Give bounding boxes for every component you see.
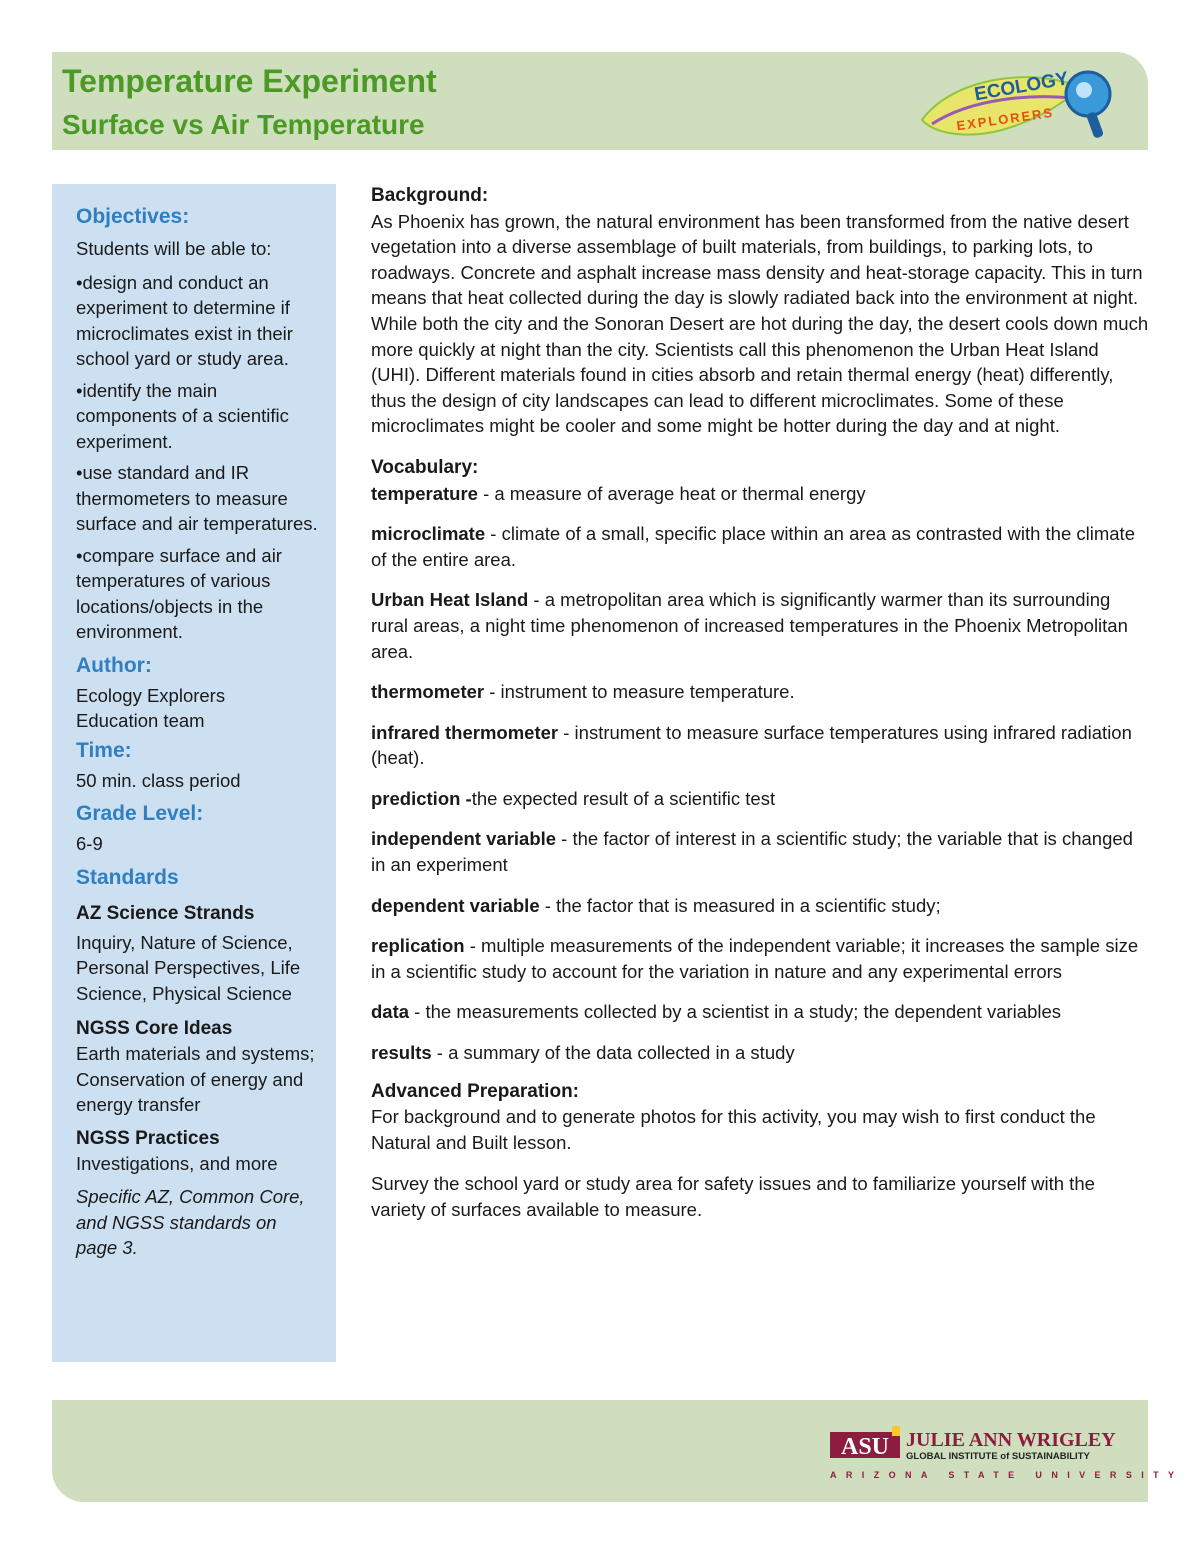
objective-item: •compare surface and air temperatures of various locations/objects in the environment. xyxy=(76,544,282,642)
vocab-item xyxy=(371,893,1151,919)
vocab-term: Urban Heat Island xyxy=(371,589,529,611)
time-text: 50 min. class period xyxy=(76,769,241,791)
footer-banner xyxy=(52,1400,1184,1502)
background-text: As Phoenix has grown, the natural environment has been transformed from the native desert vegetation into a diverse assemblage of built materials, from buildings, to parking lots, to roadways. Concrete and asphalt increase mass density and heat-storage capacity. This in turn means that heat collected during the day is slowly radiated back into the environment at night. While both the city and the Sonoran Desert are hot during the day, the desert cools down much more quickly at night than the city. Scientists call this phenomenon the Urban Heat Island (UHI). Different materials found in cities absorb and retain thermal energy (heat) differently, thus the design of city landscapes can lead to different microclimates. Some of these microclimates might be cooler and some might be hotter during the day and at night. xyxy=(371,210,1149,437)
ecology-explorers-logo xyxy=(912,58,1122,144)
grade-heading: Grade Level: xyxy=(76,802,204,825)
time-heading: Time: xyxy=(76,738,132,762)
vocab-definition: - instrument to measure surface temperatures using infrared radiation (heat). xyxy=(371,721,1132,769)
vocab-definition: - a measure of average heat or thermal energy xyxy=(477,482,866,504)
vocab-definition: - a summary of the data collected in a study xyxy=(431,1042,795,1064)
vocab-term: infrared thermometer xyxy=(371,721,559,743)
vocab-item xyxy=(371,1040,1151,1066)
az-strands-text: Inquiry, Nature of Science, Personal Perspectives, Life Science, Physical Science xyxy=(76,931,301,1004)
vocab-term: dependent variable xyxy=(371,894,540,916)
vocab-item xyxy=(371,999,1151,1025)
vocab-term: replication xyxy=(371,935,465,957)
vocab-definition: - instrument to measure temperature. xyxy=(484,681,795,703)
vocab-term: prediction - xyxy=(371,787,472,809)
objective-item: •identify the main components of a scientific experiment. xyxy=(76,379,289,452)
vocab-term: independent variable xyxy=(371,828,557,850)
background-heading: Background: xyxy=(371,185,489,206)
standards-heading: Standards xyxy=(76,865,179,889)
objective-item: •use standard and IR thermometers to measure surface and air temperatures. xyxy=(76,462,318,534)
standards-note: Specific AZ, Common Core, and NGSS standards on page 3. xyxy=(76,1186,305,1258)
vocabulary-list xyxy=(371,481,1151,1066)
vocabulary-heading: Vocabulary: xyxy=(371,456,479,478)
objectives-intro: Students will be able to: xyxy=(76,238,272,259)
preparation-text-1: For background and to generate photos for this activity, you may wish to first conduct the Natural and Built lesson. xyxy=(371,1106,1096,1153)
vocab-item xyxy=(371,481,1151,507)
vocab-term: results xyxy=(371,1042,432,1064)
ngss-practices-text: Investigations, and more xyxy=(76,1152,278,1174)
vocab-definition: - the factor that is measured in a scientific study; xyxy=(539,894,941,916)
logo-word-explorers: EXPLORERS xyxy=(955,104,1055,134)
vocab-item xyxy=(371,720,1151,771)
grade-text: 6-9 xyxy=(76,833,103,854)
vocab-item xyxy=(371,786,1151,812)
sidebar-panel xyxy=(52,184,336,1362)
vocab-definition: - multiple measurements of the independent variable; it increases the sample size in a scientific study to account for the variation in nature and any experimental errors xyxy=(371,935,1139,982)
ngss-practices-heading: NGSS Practices xyxy=(76,1127,220,1149)
institute-name: JULIE ANN WRIGLEY xyxy=(906,1429,1116,1451)
vocab-definition: the expected result of a scientific test xyxy=(471,787,776,809)
author-heading: Author: xyxy=(76,653,152,677)
vocab-term: thermometer xyxy=(371,681,485,703)
header-banner xyxy=(52,52,1148,150)
main-content xyxy=(371,183,1151,1223)
preparation-text-2: Survey the school yard or study area for safety issues and to familiarize yourself with the variety of surfaces available to measure. xyxy=(371,1173,1095,1220)
vocab-item xyxy=(371,933,1151,984)
vocab-definition: - the measurements collected by a scientist in a study; the dependent variables xyxy=(409,1001,1062,1023)
asu-institute-logo xyxy=(830,1426,1184,1484)
logo-word-ecology: ECOLOGY xyxy=(972,68,1071,106)
vocab-item xyxy=(371,587,1151,664)
institute-sub: GLOBAL INSTITUTE of SUSTAINABILITY xyxy=(906,1451,1090,1462)
university-name: ARIZONA STATE UNIVERSITY xyxy=(830,1470,1184,1480)
objectives-heading: Objectives: xyxy=(76,205,190,228)
author-text: Ecology Explorers Education team xyxy=(76,684,226,731)
page-title: Temperature Experiment xyxy=(62,63,437,99)
vocab-item xyxy=(371,826,1151,877)
vocab-term: temperature xyxy=(371,482,478,504)
vocab-term: data xyxy=(371,1001,410,1023)
vocab-definition: - climate of a small, specific place within an area as contrasted with the climate of the entire area. xyxy=(371,523,1135,570)
az-strands-heading: AZ Science Strands xyxy=(76,902,255,924)
asu-mark: ASU xyxy=(840,1434,890,1460)
objective-item: •design and conduct an experiment to determine if microclimates exist in their school yard or study area. xyxy=(76,271,293,369)
vocab-term: microclimate xyxy=(371,523,486,545)
vocab-item xyxy=(371,521,1151,572)
vocab-definition: - the factor of interest in a scientific study; the variable that is changed in an experiment xyxy=(371,828,1133,876)
vocab-item xyxy=(371,679,1151,705)
page-subtitle: Surface vs Air Temperature xyxy=(62,109,425,140)
advanced-preparation-heading: Advanced Preparation: xyxy=(371,1080,579,1102)
ngss-core-text: Earth materials and systems; Conservation of energy and energy transfer xyxy=(76,1043,315,1115)
vocab-definition: - a metropolitan area which is significantly warmer than its surrounding rural areas, a night time phenomenon of increased temperatures in the Phoenix Metropolitan area. xyxy=(371,589,1128,662)
ngss-core-heading: NGSS Core Ideas xyxy=(76,1018,233,1039)
